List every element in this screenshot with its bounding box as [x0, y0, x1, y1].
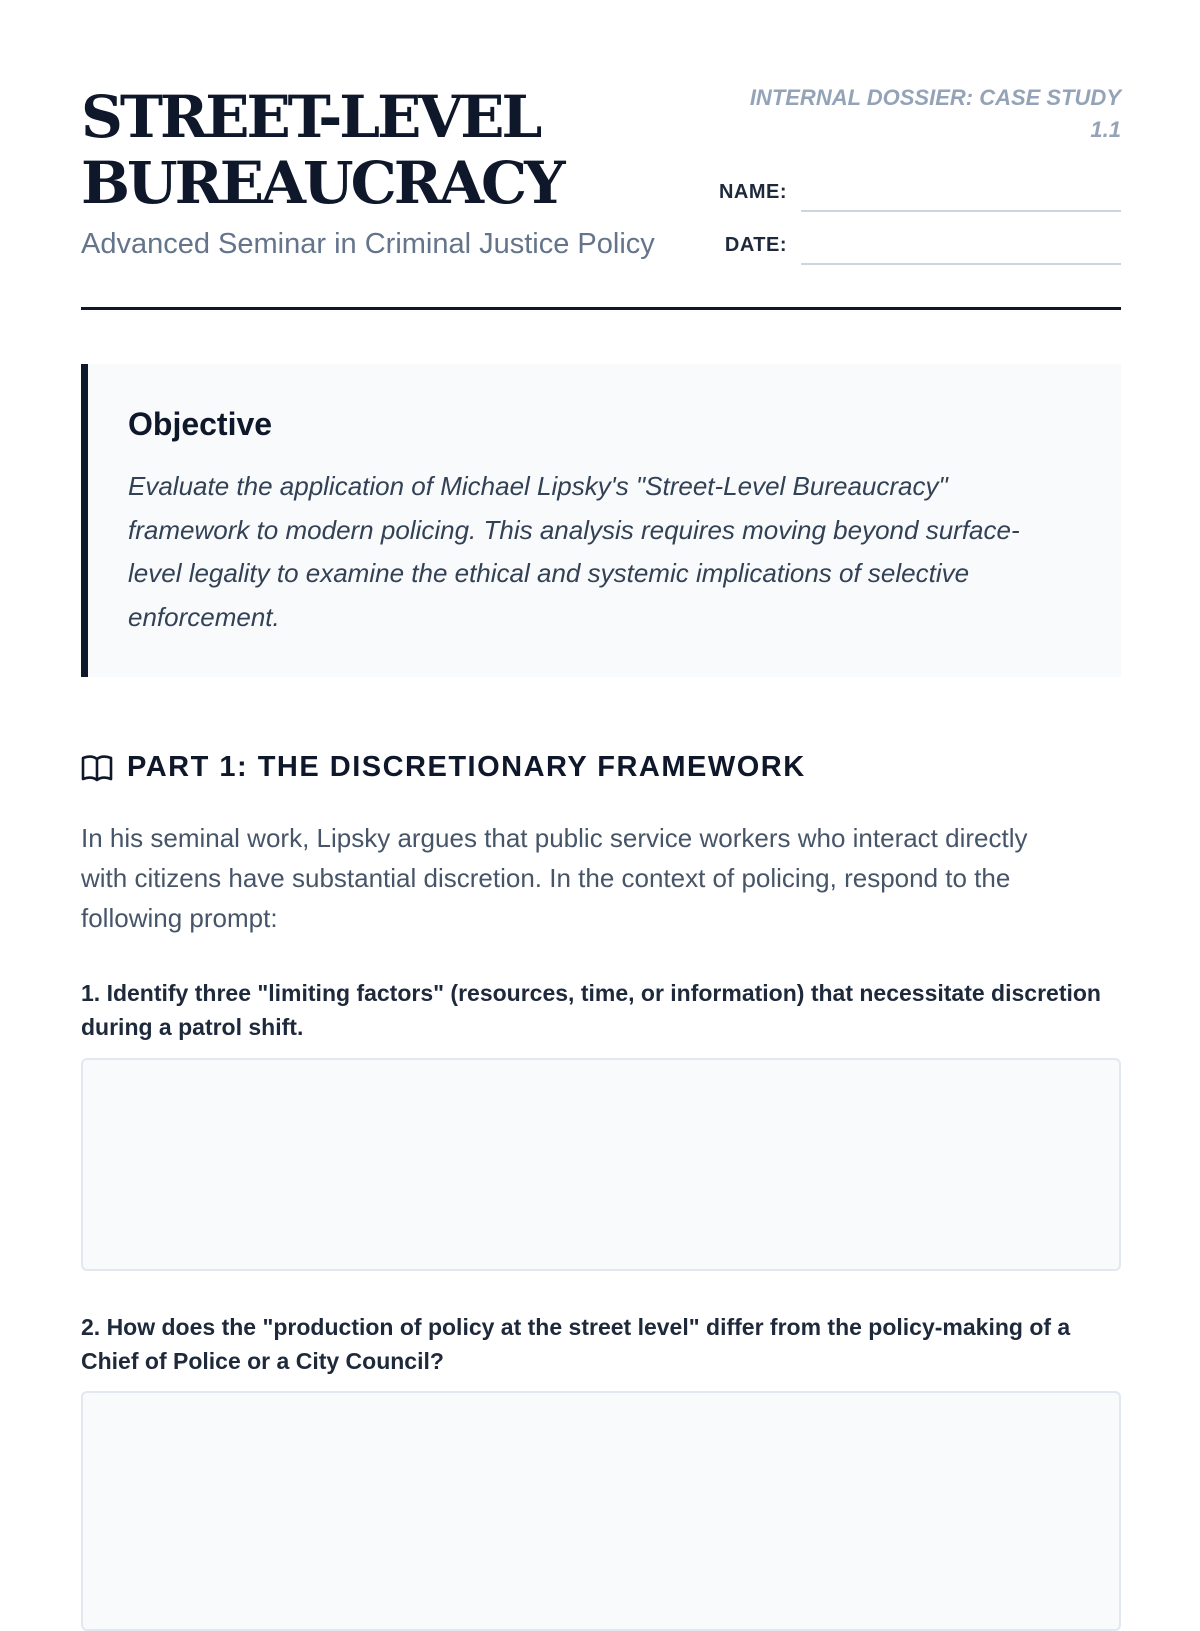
header	[81, 80, 1121, 310]
objective-text: Evaluate the application of Michael Lipsky's "Street-Level Bureaucracy" framework to modern policing. This analysis requires moving beyond surface-level legality to examine the ethical and systemic implications of selective enforcement.	[128, 471, 1020, 632]
name-input-line[interactable]	[801, 172, 1121, 212]
question-2: 2. How does the "production of policy at the street level" differ from the policy-making of a Chief of Police or a City Council?	[81, 1314, 1071, 1374]
answer-box-2[interactable]	[81, 1391, 1121, 1631]
part-1-intro: In his seminal work, Lipsky argues that public service workers who interact directly with citizens have substantial discretion. In the context of policing, respond to the following prompt:	[81, 823, 1028, 933]
page-title	[81, 84, 681, 216]
question-1: 1. Identify three "limiting factors" (resources, time, or information) that necessitate discretion during a patrol shift.	[81, 980, 1101, 1040]
dossier-label	[701, 82, 1121, 146]
dossier-line-1: INTERNAL DOSSIER: CASE STUDY	[749, 85, 1121, 110]
course-subtitle: Advanced Seminar in Criminal Justice Policy	[81, 228, 655, 260]
name-field	[701, 172, 1121, 212]
part-1-header	[81, 748, 1121, 788]
part-1-heading: PART 1: THE DISCRETIONARY FRAMEWORK	[127, 751, 806, 783]
date-field	[701, 225, 1121, 265]
objective-heading: Objective	[128, 406, 273, 442]
date-input-line[interactable]	[801, 225, 1121, 265]
title-line-1: STREET-LEVEL	[81, 83, 540, 151]
name-label: NAME:	[718, 181, 787, 203]
answer-box-1[interactable]	[81, 1058, 1121, 1271]
date-label: DATE:	[724, 234, 787, 256]
book-open-icon	[81, 754, 113, 784]
worksheet-page	[81, 0, 1121, 1600]
title-line-2: BUREAUCRACY	[81, 149, 563, 217]
objective-box	[81, 364, 1121, 677]
header-divider	[81, 307, 1121, 310]
dossier-line-2: 1.1	[1090, 117, 1121, 142]
